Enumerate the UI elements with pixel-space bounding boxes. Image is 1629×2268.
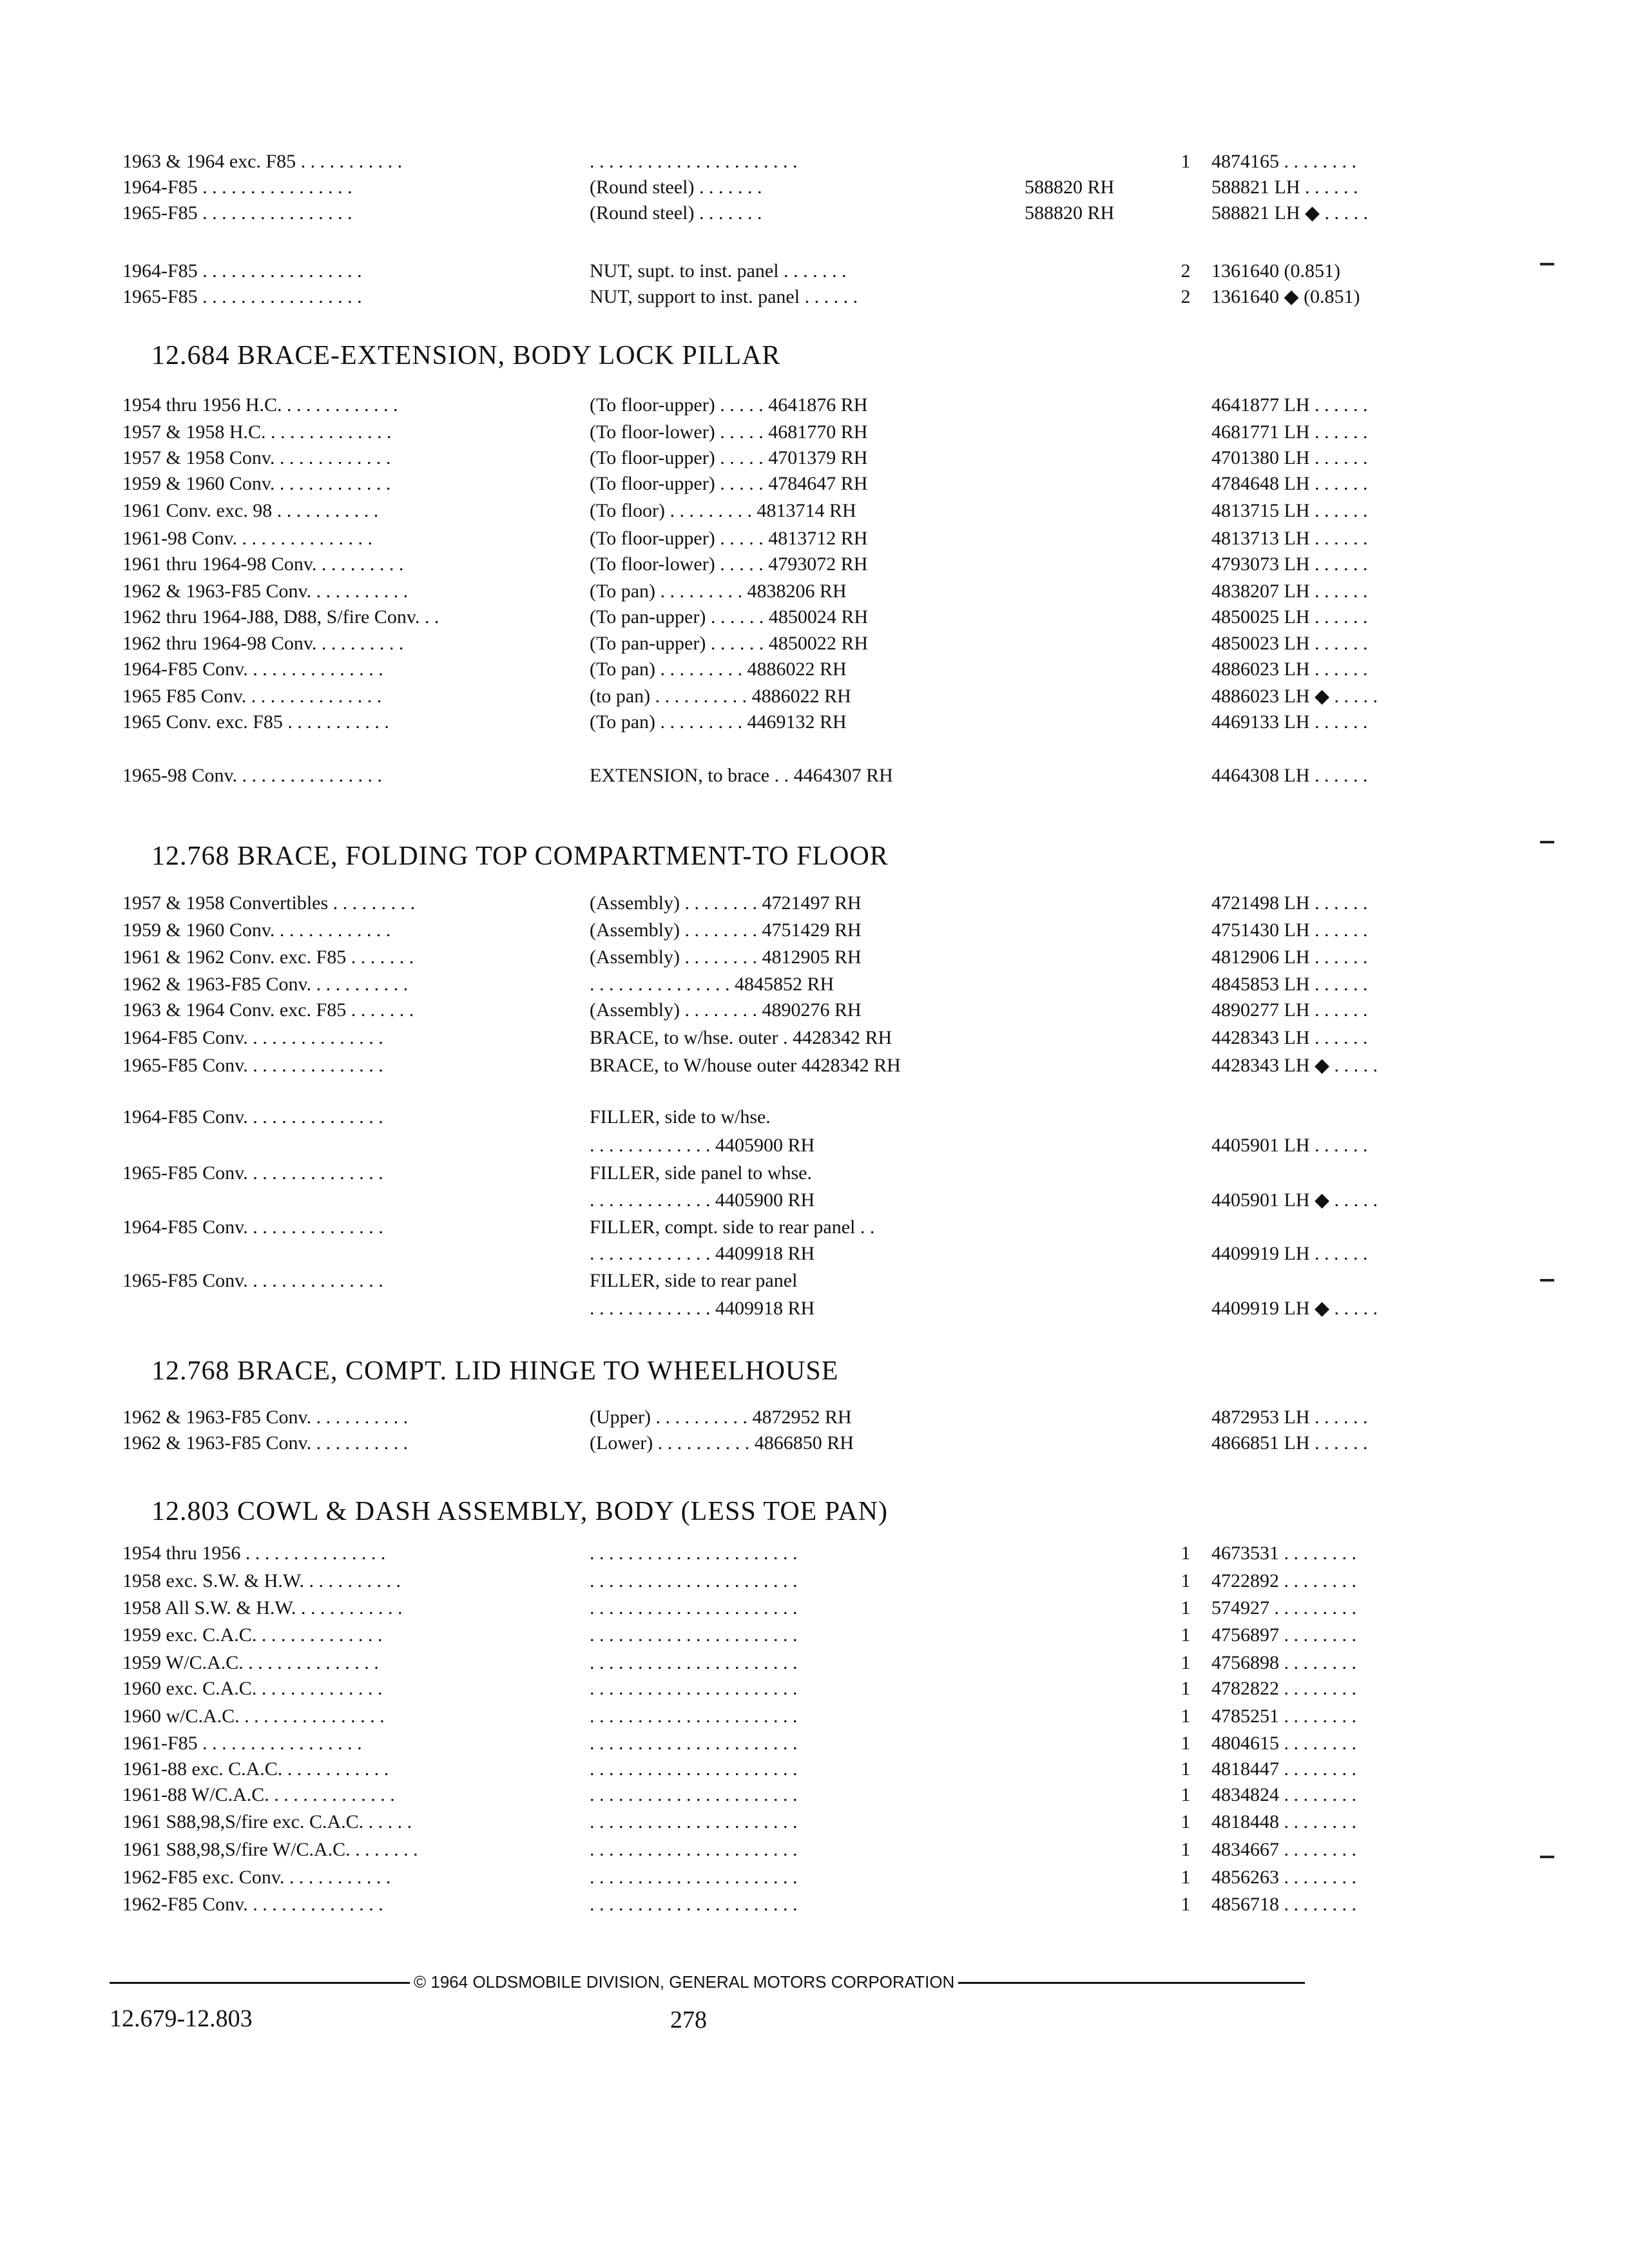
catalog-row — [122, 1595, 1356, 1622]
copyright-notice: © 1964 OLDSMOBILE DIVISION, GENERAL MOTORS CORPORATION — [410, 1969, 958, 1995]
model-description: 1960 exc. C.A.C. . . . . . . . . . . . . . — [122, 1678, 383, 1699]
catalog-row — [122, 1160, 1327, 1187]
model-description: 1957 & 1958 Conv. . . . . . . . . . . . . — [122, 447, 391, 468]
model-description: 1965-F85 . . . . . . . . . . . . . . . . — [122, 202, 352, 224]
part-description: . . . . . . . . . . . . . . . . . . . . . . — [590, 1894, 798, 1915]
catalog-row — [122, 1240, 1368, 1267]
page-range: 12.679-12.803 — [110, 2005, 253, 2032]
model-description: 1961 thru 1964-98 Conv. . . . . . . . . . — [122, 553, 404, 575]
model-description: 1963 & 1964 exc. F85 . . . . . . . . . . . — [122, 151, 403, 172]
quantity: 1 — [1181, 1652, 1191, 1673]
quantity: 1 — [1181, 1839, 1191, 1860]
model-description: 1965-F85 Conv. . . . . . . . . . . . . . . — [122, 1162, 383, 1184]
part-description: (To pan-upper) . . . . . . 4850024 RH — [590, 606, 868, 628]
part-description: (Round steel) . . . . . . . — [590, 177, 762, 198]
part-description: (To pan) . . . . . . . . . 4838206 RH — [590, 581, 847, 602]
model-description: 1965-98 Conv. . . . . . . . . . . . . . . . — [122, 765, 383, 786]
part-number: 4834667 . . . . . . . . — [1211, 1839, 1356, 1860]
edge-mark — [1540, 841, 1554, 843]
part-description: BRACE, to w/hse. outer . 4428342 RH — [590, 1027, 892, 1048]
rh-part-number: 588820 RH — [1025, 202, 1115, 224]
quantity: 2 — [1181, 260, 1191, 282]
catalog-row — [122, 1675, 1356, 1702]
part-description: . . . . . . . . . . . . . . . . . . . . . . — [590, 1733, 798, 1754]
part-description: (Round steel) . . . . . . . — [590, 202, 762, 224]
part-number: 4784648 LH . . . . . . — [1211, 473, 1368, 494]
model-description: 1960 w/C.A.C. . . . . . . . . . . . . . . . — [122, 1706, 385, 1727]
part-number: 4751430 LH . . . . . . — [1211, 919, 1368, 941]
part-description: . . . . . . . . . . . . . . . . . . . . . . — [590, 1811, 798, 1832]
catalog-row — [122, 917, 1368, 944]
catalog-row — [122, 1622, 1356, 1649]
part-description: (To floor-lower) . . . . . 4793072 RH — [590, 553, 868, 575]
catalog-row — [122, 174, 1358, 201]
catalog-row — [122, 445, 1368, 472]
model-description: 1964-F85 Conv. . . . . . . . . . . . . . . — [122, 1106, 383, 1128]
model-description: 1961 S88,98,S/fire exc. C.A.C. . . . . . — [122, 1811, 412, 1832]
part-number: 574927 . . . . . . . . . — [1211, 1597, 1356, 1619]
catalog-row — [122, 1430, 1368, 1457]
edge-mark — [1540, 1856, 1554, 1858]
quantity: 1 — [1181, 1597, 1191, 1619]
model-description: 1964-F85 . . . . . . . . . . . . . . . . — [122, 177, 352, 198]
page-number: 278 — [670, 2006, 707, 2033]
catalog-row — [122, 1809, 1356, 1836]
catalog-row — [122, 997, 1368, 1024]
part-number: 4785251 . . . . . . . . — [1211, 1706, 1356, 1727]
catalog-row — [122, 1404, 1368, 1431]
catalog-row — [122, 1891, 1356, 1918]
catalog-row — [122, 551, 1368, 578]
model-description: 1961 S88,98,S/fire W/C.A.C. . . . . . . . — [122, 1839, 418, 1860]
catalog-row — [122, 578, 1368, 605]
catalog-row — [122, 1568, 1356, 1595]
part-number: 4722892 . . . . . . . . — [1211, 1570, 1356, 1591]
catalog-row — [122, 419, 1368, 446]
part-number: 4872953 LH . . . . . . — [1211, 1407, 1368, 1428]
part-description: (Upper) . . . . . . . . . . 4872952 RH — [590, 1407, 852, 1428]
part-number: 4886023 LH ◆ . . . . . — [1211, 686, 1378, 707]
catalog-row — [122, 258, 1340, 285]
catalog-row — [122, 762, 1368, 789]
part-number: 4721498 LH . . . . . . — [1211, 892, 1368, 914]
part-description: . . . . . . . . . . . . . . . . . . . . . . — [590, 1867, 798, 1888]
part-description: BRACE, to W/house outer 4428342 RH — [590, 1055, 901, 1076]
model-description: 1961-88 exc. C.A.C. . . . . . . . . . . . — [122, 1758, 389, 1780]
catalog-row — [122, 1649, 1356, 1677]
part-description: . . . . . . . . . . . . . 4409918 RH — [590, 1298, 815, 1319]
catalog-row — [122, 1836, 1356, 1863]
quantity: 1 — [1181, 1624, 1191, 1646]
part-description: FILLER, side to w/hse. — [590, 1106, 771, 1128]
part-description: FILLER, side panel to whse. — [590, 1162, 812, 1184]
part-description: . . . . . . . . . . . . . . . . . . . . . . — [590, 1597, 798, 1619]
part-number: 4890277 LH . . . . . . — [1211, 999, 1368, 1021]
model-description: 1962-F85 exc. Conv. . . . . . . . . . . . — [122, 1867, 391, 1888]
model-description: 1965-F85 Conv. . . . . . . . . . . . . . . — [122, 1055, 383, 1076]
model-description: 1959 W/C.A.C. . . . . . . . . . . . . . . — [122, 1652, 379, 1673]
model-description: 1958 exc. S.W. & H.W. . . . . . . . . . . — [122, 1570, 401, 1591]
catalog-row — [122, 284, 1360, 311]
model-description: 1965 F85 Conv. . . . . . . . . . . . . . . — [122, 686, 382, 707]
quantity: 1 — [1181, 1867, 1191, 1888]
edge-mark — [1540, 263, 1554, 265]
part-description: . . . . . . . . . . . . . . . . . . . . . . — [590, 1784, 798, 1805]
model-description: 1954 thru 1956 . . . . . . . . . . . . . . . — [122, 1542, 386, 1564]
catalog-row — [122, 1540, 1356, 1567]
part-number: 1361640 (0.851) — [1211, 260, 1340, 282]
catalog-row — [122, 1756, 1356, 1783]
model-description: 1961 & 1962 Conv. exc. F85 . . . . . . . — [122, 947, 414, 968]
catalog-row — [122, 1024, 1368, 1052]
part-description: (to pan) . . . . . . . . . . 4886022 RH — [590, 686, 851, 707]
part-description: (To floor-upper) . . . . . 4813712 RH — [590, 528, 868, 549]
section-heading: 12.768 BRACE, FOLDING TOP COMPARTMENT-TO FLOOR — [151, 841, 889, 871]
part-description: (To floor-upper) . . . . . 4641876 RH — [590, 394, 868, 416]
part-description: (To floor) . . . . . . . . . 4813714 RH — [590, 500, 856, 521]
part-number: 4428343 LH ◆ . . . . . — [1211, 1055, 1378, 1076]
quantity: 1 — [1181, 1758, 1191, 1780]
part-number: 4866851 LH . . . . . . — [1211, 1432, 1368, 1454]
catalog-row — [122, 1295, 1378, 1322]
part-description: (Lower) . . . . . . . . . . 4866850 RH — [590, 1432, 854, 1454]
part-description: . . . . . . . . . . . . . 4405900 RH — [590, 1135, 815, 1156]
part-number: 4469133 LH . . . . . . — [1211, 711, 1368, 733]
model-description: 1962 & 1963-F85 Conv. . . . . . . . . . . — [122, 1432, 409, 1454]
quantity: 1 — [1181, 1811, 1191, 1832]
part-description: . . . . . . . . . . . . . . . . . . . . . . — [590, 1570, 798, 1591]
part-description: EXTENSION, to brace . . 4464307 RH — [590, 765, 893, 786]
part-number: 4838207 LH . . . . . . — [1211, 581, 1368, 602]
part-description: . . . . . . . . . . . . . . . . . . . . . . — [590, 1542, 798, 1564]
quantity: 1 — [1181, 1733, 1191, 1754]
model-description: 1962 thru 1964-98 Conv. . . . . . . . . . — [122, 633, 404, 654]
part-number: 1361640 ◆ (0.851) — [1211, 286, 1360, 307]
catalog-row — [122, 1730, 1356, 1757]
model-description: 1962 thru 1964-J88, D88, S/fire Conv. . . — [122, 606, 439, 628]
part-number: 588821 LH ◆ . . . . . — [1211, 202, 1369, 224]
quantity: 1 — [1181, 1784, 1191, 1805]
part-number: 4804615 . . . . . . . . — [1211, 1733, 1356, 1754]
part-description: . . . . . . . . . . . . . . . 4845852 RH — [590, 974, 834, 995]
part-number: 4793073 LH . . . . . . — [1211, 553, 1368, 575]
quantity: 2 — [1181, 286, 1191, 307]
part-number: 4813713 LH . . . . . . — [1211, 528, 1368, 549]
part-description: (To floor-upper) . . . . . 4784647 RH — [590, 473, 868, 494]
part-description: (Assembly) . . . . . . . . 4721497 RH — [590, 892, 862, 914]
part-number: 4405901 LH ◆ . . . . . — [1211, 1189, 1378, 1211]
part-number: 4464308 LH . . . . . . — [1211, 765, 1368, 786]
catalog-row — [122, 392, 1368, 419]
part-description: (To pan) . . . . . . . . . 4469132 RH — [590, 711, 847, 733]
catalog-row — [122, 604, 1368, 631]
model-description: 1964-F85 Conv. . . . . . . . . . . . . . . — [122, 1216, 383, 1238]
part-number: 4641877 LH . . . . . . — [1211, 394, 1368, 416]
part-number: 4428343 LH . . . . . . — [1211, 1027, 1368, 1048]
model-description: 1962 & 1963-F85 Conv. . . . . . . . . . . — [122, 1407, 409, 1428]
part-description: (Assembly) . . . . . . . . 4812905 RH — [590, 947, 862, 968]
part-description: (To floor-upper) . . . . . 4701379 RH — [590, 447, 868, 468]
catalog-row — [122, 525, 1368, 552]
quantity: 1 — [1181, 1570, 1191, 1591]
part-number: 4818448 . . . . . . . . — [1211, 1811, 1356, 1832]
model-description: 1961-F85 . . . . . . . . . . . . . . . . . — [122, 1733, 362, 1754]
model-description: 1964-F85 Conv. . . . . . . . . . . . . . . — [122, 1027, 383, 1048]
part-number: 4874165 . . . . . . . . — [1211, 151, 1356, 172]
catalog-row — [122, 1782, 1356, 1809]
part-description: (Assembly) . . . . . . . . 4751429 RH — [590, 919, 862, 941]
part-number: 4856718 . . . . . . . . — [1211, 1894, 1356, 1915]
part-number: 4850023 LH . . . . . . — [1211, 633, 1368, 654]
part-number: 4756897 . . . . . . . . — [1211, 1624, 1356, 1646]
part-number: 4850025 LH . . . . . . — [1211, 606, 1368, 628]
part-number: 4834824 . . . . . . . . — [1211, 1784, 1356, 1805]
catalog-row — [122, 683, 1378, 710]
model-description: 1959 exc. C.A.C. . . . . . . . . . . . . . — [122, 1624, 383, 1646]
model-description: 1961 Conv. exc. 98 . . . . . . . . . . . — [122, 500, 379, 521]
part-number: 588821 LH . . . . . . — [1211, 177, 1358, 198]
catalog-row — [122, 1052, 1378, 1079]
quantity: 1 — [1181, 1542, 1191, 1564]
part-description: . . . . . . . . . . . . . 4405900 RH — [590, 1189, 815, 1211]
model-description: 1965-F85 . . . . . . . . . . . . . . . . . — [122, 286, 362, 307]
section-heading: 12.768 BRACE, COMPT. LID HINGE TO WHEELHOUSE — [151, 1356, 839, 1386]
quantity: 1 — [1181, 1894, 1191, 1915]
catalog-row — [122, 1703, 1356, 1730]
part-description: . . . . . . . . . . . . . . . . . . . . . . — [590, 1839, 798, 1860]
model-description: 1965 Conv. exc. F85 . . . . . . . . . . . — [122, 711, 389, 733]
catalog-row — [122, 1187, 1378, 1214]
part-description: NUT, supt. to inst. panel . . . . . . . — [590, 260, 847, 282]
model-description: 1959 & 1960 Conv. . . . . . . . . . . . . — [122, 473, 391, 494]
quantity: 1 — [1181, 151, 1191, 172]
part-description: NUT, support to inst. panel . . . . . . — [590, 286, 858, 307]
model-description: 1957 & 1958 H.C. . . . . . . . . . . . . . — [122, 421, 392, 443]
edge-mark — [1540, 1279, 1554, 1282]
part-number: 4782822 . . . . . . . . — [1211, 1678, 1356, 1699]
catalog-row — [122, 497, 1368, 524]
part-number: 4813715 LH . . . . . . — [1211, 500, 1368, 521]
part-description: . . . . . . . . . . . . . . . . . . . . . . — [590, 1706, 798, 1727]
rh-part-number: 588820 RH — [1025, 177, 1115, 198]
catalog-row — [122, 971, 1368, 998]
model-description: 1954 thru 1956 H.C. . . . . . . . . . . . . — [122, 394, 398, 416]
section-heading: 12.803 COWL & DASH ASSEMBLY, BODY (LESS TOE PAN) — [151, 1497, 888, 1526]
part-number: 4405901 LH . . . . . . — [1211, 1135, 1368, 1156]
catalog-row — [122, 1864, 1356, 1891]
part-number: 4409919 LH ◆ . . . . . — [1211, 1298, 1378, 1319]
model-description: 1962 & 1963-F85 Conv. . . . . . . . . . . — [122, 581, 409, 602]
catalog-row — [122, 1132, 1368, 1159]
model-description: 1964-F85 . . . . . . . . . . . . . . . . . — [122, 260, 362, 282]
catalog-row — [122, 944, 1368, 971]
quantity: 1 — [1181, 1678, 1191, 1699]
model-description: 1958 All S.W. & H.W. . . . . . . . . . . . — [122, 1597, 403, 1619]
catalog-row — [122, 709, 1368, 736]
part-description: . . . . . . . . . . . . . . . . . . . . . . — [590, 1652, 798, 1673]
catalog-row — [122, 200, 1369, 227]
model-description: 1957 & 1958 Convertibles . . . . . . . . . — [122, 892, 416, 914]
part-description: . . . . . . . . . . . . . . . . . . . . . . — [590, 1624, 798, 1646]
part-number: 4845853 LH . . . . . . — [1211, 974, 1368, 995]
catalog-row — [122, 656, 1368, 683]
model-description: 1961-98 Conv. . . . . . . . . . . . . . . — [122, 528, 373, 549]
part-description: FILLER, side to rear panel — [590, 1270, 798, 1291]
part-description: (To floor-lower) . . . . . 4681770 RH — [590, 421, 868, 443]
model-description: 1964-F85 Conv. . . . . . . . . . . . . . . — [122, 658, 383, 680]
part-description: (Assembly) . . . . . . . . 4890276 RH — [590, 999, 862, 1021]
part-description: (To pan) . . . . . . . . . 4886022 RH — [590, 658, 847, 680]
catalog-row — [122, 1104, 1327, 1131]
section-heading: 12.684 BRACE-EXTENSION, BODY LOCK PILLAR — [151, 341, 781, 370]
catalog-row — [122, 630, 1368, 657]
part-description: . . . . . . . . . . . . . . . . . . . . . . — [590, 1758, 798, 1780]
part-number: 4886023 LH . . . . . . — [1211, 658, 1368, 680]
catalog-row — [122, 148, 1356, 175]
model-description: 1962-F85 Conv. . . . . . . . . . . . . . . — [122, 1894, 383, 1915]
part-description: . . . . . . . . . . . . . . . . . . . . . . — [590, 1678, 798, 1699]
model-description: 1965-F85 Conv. . . . . . . . . . . . . . . — [122, 1270, 383, 1291]
model-description: 1962 & 1963-F85 Conv. . . . . . . . . . . — [122, 974, 409, 995]
part-number: 4681771 LH . . . . . . — [1211, 421, 1368, 443]
part-number: 4856263 . . . . . . . . — [1211, 1867, 1356, 1888]
model-description: 1963 & 1964 Conv. exc. F85 . . . . . . . — [122, 999, 414, 1021]
part-number: 4409919 LH . . . . . . — [1211, 1243, 1368, 1264]
part-description: . . . . . . . . . . . . . 4409918 RH — [590, 1243, 815, 1264]
model-description: 1961-88 W/C.A.C. . . . . . . . . . . . . . — [122, 1784, 395, 1805]
part-description: (To pan-upper) . . . . . . 4850022 RH — [590, 633, 868, 654]
part-number: 4812906 LH . . . . . . — [1211, 947, 1368, 968]
model-description: 1959 & 1960 Conv. . . . . . . . . . . . . — [122, 919, 391, 941]
catalog-row — [122, 890, 1368, 917]
part-number: 4818447 . . . . . . . . — [1211, 1758, 1356, 1780]
part-number: 4756898 . . . . . . . . — [1211, 1652, 1356, 1673]
catalog-row — [122, 1267, 1327, 1294]
quantity: 1 — [1181, 1706, 1191, 1727]
part-description: . . . . . . . . . . . . . . . . . . . . . . — [590, 151, 798, 172]
part-number: 4673531 . . . . . . . . — [1211, 1542, 1356, 1564]
catalog-row — [122, 1214, 1327, 1241]
part-number: 4701380 LH . . . . . . — [1211, 447, 1368, 468]
catalog-row — [122, 470, 1368, 497]
part-description: FILLER, compt. side to rear panel . . — [590, 1216, 875, 1238]
